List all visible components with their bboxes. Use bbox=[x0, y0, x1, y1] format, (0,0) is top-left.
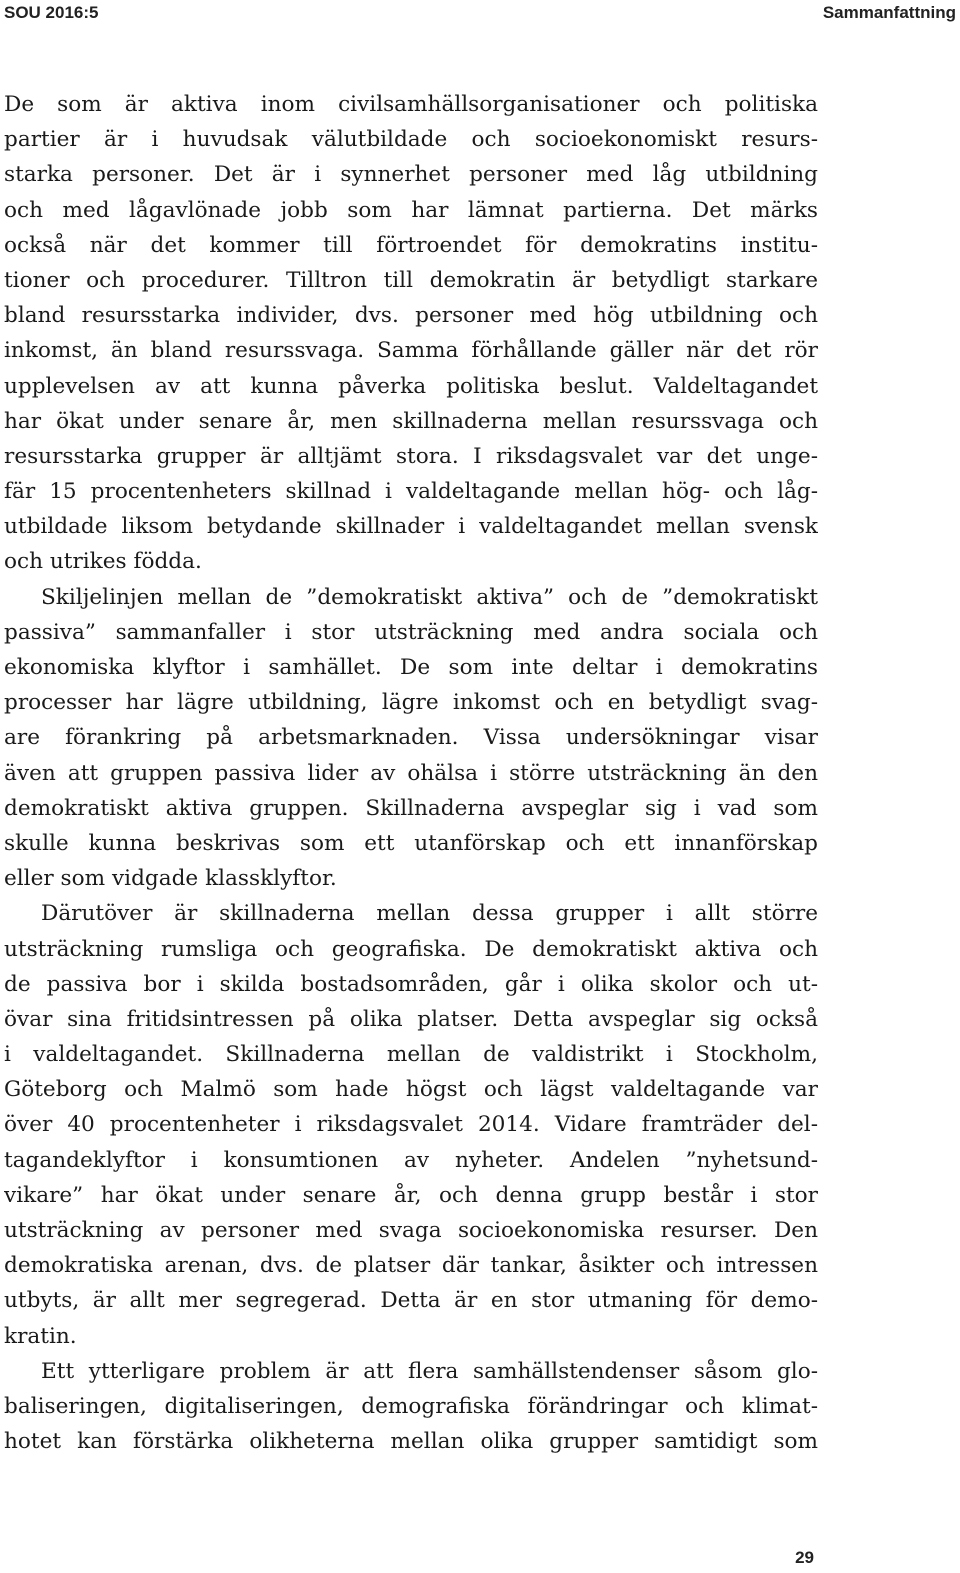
paragraph-line: har ökat under senare år, men skillnaderna mellan resurssvaga och bbox=[4, 408, 818, 434]
paragraph bbox=[4, 1354, 818, 1460]
paragraph-line: baliseringen, digitaliseringen, demografiska förändringar och klimat- bbox=[4, 1393, 818, 1419]
paragraph-line: kratin. bbox=[4, 1323, 77, 1349]
paragraph-line: bland resursstarka individer, dvs. personer med hög utbildning och bbox=[4, 303, 818, 329]
paragraph-line: tioner och procedurer. Tilltron till demokratin är betydligt starkare bbox=[4, 267, 818, 293]
page-number: 29 bbox=[795, 1548, 814, 1567]
paragraph bbox=[4, 87, 818, 580]
paragraph-line: även att gruppen passiva lider av ohälsa i större utsträckning än den bbox=[4, 760, 818, 786]
paragraph-line: De som är aktiva inom civilsamhällsorganisationer och politiska bbox=[4, 92, 818, 117]
paragraph-line: vikare” har ökat under senare år, och denna grupp består i stor bbox=[4, 1182, 818, 1208]
paragraph-line: i valdeltagandet. Skillnaderna mellan de valdistrikt i Stockholm, bbox=[4, 1042, 818, 1068]
paragraph-line: Göteborg och Malmö som hade högst och lägst valdeltagande var bbox=[4, 1077, 818, 1103]
paragraph-line: Skiljelinjen mellan de ”demokratiskt aktiva” och de ”demokratiskt bbox=[41, 584, 818, 610]
paragraph-line: över 40 procentenheter i riksdagsvalet 2014. Vidare framträder del- bbox=[4, 1112, 818, 1138]
body-text bbox=[4, 87, 818, 1459]
paragraph-line: de passiva bor i skilda bostadsområden, går i olika skolor och ut- bbox=[4, 971, 818, 997]
paragraph-line: fär 15 procentenheters skillnad i valdeltagande mellan hög- och låg- bbox=[4, 479, 818, 505]
paragraph-line: också när det kommer till förtroendet för demokratins institu- bbox=[4, 232, 818, 258]
paragraph-line: hotet kan förstärka olikheterna mellan olika grupper samtidigt som bbox=[4, 1429, 818, 1455]
paragraph-line: demokratiska arenan, dvs. de platser där tankar, åsikter och intressen bbox=[4, 1253, 818, 1279]
running-header-report-id: SOU 2016:5 bbox=[4, 3, 99, 22]
paragraph-line: demokratiskt aktiva gruppen. Skillnaderna avspeglar sig i vad som bbox=[4, 795, 818, 821]
paragraph-line: Ett ytterligare problem är att flera samhällstendenser såsom glo- bbox=[41, 1358, 818, 1384]
paragraph-line: starka personer. Det är i synnerhet personer med låg utbildning bbox=[4, 162, 818, 188]
paragraph-line: utbyts, är allt mer segregerad. Detta är en stor utmaning för demo- bbox=[4, 1288, 818, 1314]
paragraph-line: passiva” sammanfaller i stor utsträckning med andra sociala och bbox=[4, 619, 818, 645]
paragraph bbox=[4, 896, 818, 1353]
paragraph-line: utbildade liksom betydande skillnader i valdeltagandet mellan svensk bbox=[4, 514, 818, 540]
paragraph-line: ekonomiska klyftor i samhället. De som inte deltar i demokratins bbox=[4, 655, 818, 680]
paragraph-line: are förankring på arbetsmarknaden. Vissa undersökningar visar bbox=[4, 725, 818, 751]
paragraph-line: skulle kunna beskrivas som ett utanförskap och ett innanförskap bbox=[4, 830, 818, 856]
paragraph-line: partier är i huvudsak välutbildade och socioekonomiskt resurs- bbox=[4, 127, 818, 153]
paragraph-line: utsträckning av personer med svaga socioekonomiska resurser. Den bbox=[4, 1218, 818, 1243]
paragraph-line: utsträckning rumsliga och geografiska. De demokratiskt aktiva och bbox=[4, 936, 818, 962]
paragraph-line: och utrikes födda. bbox=[4, 549, 202, 575]
paragraph-line: och med lågavlönade jobb som har lämnat partierna. Det märks bbox=[4, 197, 818, 223]
paragraph-line: övar sina fritidsintressen på olika platser. Detta avspeglar sig också bbox=[4, 1006, 818, 1032]
paragraph-line: resursstarka grupper är alltjämt stora. I riksdagsvalet var det unge- bbox=[4, 443, 818, 469]
paragraph-line: processer har lägre utbildning, lägre inkomst och en betydligt svag- bbox=[4, 690, 818, 716]
paragraph-line: Därutöver är skillnaderna mellan dessa grupper i allt större bbox=[41, 901, 818, 927]
paragraph-line: inkomst, än bland resurssvaga. Samma förhållande gäller när det rör bbox=[4, 338, 818, 364]
running-header-section-title: Sammanfattning bbox=[822, 3, 956, 22]
paragraph-line: tagandeklyftor i konsumtionen av nyheter. Andelen ”nyhetsund- bbox=[4, 1147, 818, 1173]
paragraph-line: upplevelsen av att kunna påverka politiska beslut. Valdeltagandet bbox=[4, 373, 818, 399]
paragraph-line: eller som vidgade klassklyftor. bbox=[4, 866, 337, 892]
paragraph bbox=[4, 580, 818, 897]
